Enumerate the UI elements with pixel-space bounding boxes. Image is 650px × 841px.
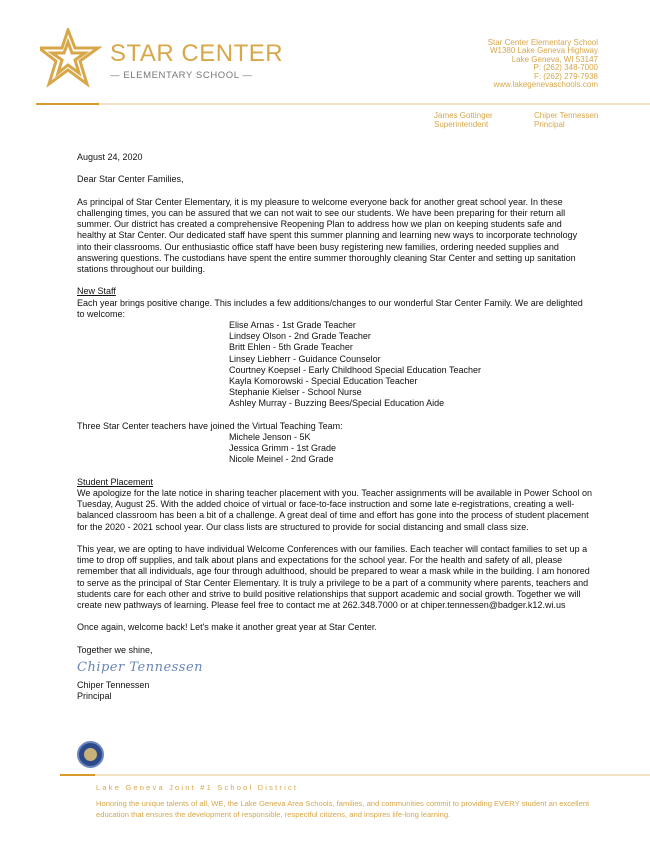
staff-item: Elise Arnas - 1st Grade Teacher — [229, 320, 356, 330]
admin-title: Superintendent — [434, 119, 489, 129]
placement-paragraph: We apologize for the late notice in sharing teacher placement with you. Teacher assignments will be available in Power School on Tuesday, August 25. With the added choice of virtual or face-to-face instruction and some late e-registrations, creating a well-balanced classroom has been a bit of a challenge. A great deal of time and effort has gone into the process of student placement for the 2020 - 2021 school year. Our class lists are structured to provide for social distancing and small class size. — [77, 488, 592, 532]
letter-date: August 24, 2020 — [77, 152, 143, 162]
seal-icon — [77, 741, 104, 768]
star-logo-icon — [40, 28, 102, 88]
virtual-team-intro: Three Star Center teachers have joined the Virtual Teaching Team: — [77, 420, 343, 431]
school-logo — [40, 28, 284, 88]
staff-item: Michele Jenson - 5K — [229, 432, 311, 443]
school-address — [488, 39, 598, 89]
staff-item: Nicole Meinel - 2nd Grade — [229, 454, 334, 465]
logo-subtitle: — ELEMENTARY SCHOOL — — [110, 70, 253, 81]
address-line: W1380 Lake Geneva Highway — [489, 46, 598, 56]
signoff: Together we shine, — [77, 644, 153, 655]
staff-item: Stephanie Kielser - School Nurse — [229, 387, 362, 398]
virtual-staff-list — [77, 432, 592, 466]
placement-heading: Student Placement — [77, 476, 154, 487]
admin-name: Chiper Tennessen — [534, 111, 599, 120]
greeting: Dear Star Center Families, — [77, 174, 184, 185]
address-line: Star Center Elementary School — [487, 38, 598, 47]
staff-item: Ashley Murray - Buzzing Bees/Special Education Aide — [229, 398, 445, 409]
signature: Chiper Tennessen — [77, 660, 204, 676]
admin-title: Principal — [534, 119, 565, 129]
signer-title: Principal — [77, 691, 112, 702]
intro-paragraph: As principal of Star Center Elementary, it is my pleasure to welcome everyone back for another great school year. In these challenging times, you can be assured that we can not wait to see our students. We have been preparing for their return all summer. Our district has created a comprehensive Reopening Plan to address how we plan on keeping students safe and healthy at Star Center. Our dedicated staff have spent this summer planning and learning new ways to incorporate technology into their classrooms. Our enthusiastic office staff have been busy registering new families, ordering needed supplies and answering questions. The custodians have spent the entire summer thoroughly cleaning Star Center and setting up sanitation stations throughout our building. — [77, 196, 578, 274]
new-staff-heading: New Staff — [77, 286, 116, 297]
staff-item: Courtney Koepsel - Early Childhood Special Education Teacher — [229, 364, 481, 375]
new-staff-list — [77, 320, 592, 410]
staff-item: Jessica Grimm - 1st Grade — [229, 443, 337, 454]
website-link[interactable]: www.lakegenevaschools.com — [493, 80, 598, 90]
district-name: Lake Geneva Joint #1 School District — [96, 783, 299, 792]
logo-title: STAR CENTER — [110, 40, 284, 67]
district-motto: Honoring the unique talents of all, WE, the Lake Geneva Area Schools, families, and communities commit to providing EVERY student an excellent education that ensures the development of responsible, respectful citizens, and inspires life-long learning. — [96, 799, 590, 820]
staff-item: Lindsey Olson - 2nd Grade Teacher — [229, 331, 371, 342]
fax: F: (262) 279-7938 — [533, 71, 598, 81]
conferences-paragraph: This year, we are opting to have individual Welcome Conferences with our families. Each teacher will contact families to set up a time to drop off supplies, and talk about plans and expectations for the school year. For the health and safety of all, please remember that all individuals, age four through adulthood, should be prepared to wear a mask while in the building. I am honored to serve as the principal of Star Center Elementary. It is truly a privilege to be a part of a community where parents, teachers and students care for each other and strive to build positive relationships that support academic and social growth. Together we will create new pathways of learning. Please feel free to contact me at 262.348.7000 or at chiper.tennessen@badger.k12.wi.us — [77, 544, 590, 611]
staff-item: Linsey Liebherr - Guidance Counselor — [229, 353, 381, 364]
letter-body — [77, 152, 592, 702]
admin-name: James Gottinger — [434, 111, 493, 120]
principal — [534, 112, 598, 130]
staff-item: Britt Ehlen - 5th Grade Teacher — [229, 342, 353, 353]
signer-name: Chiper Tennessen — [77, 680, 150, 691]
footer-divider — [60, 774, 650, 776]
staff-item: Kayla Komorowski - Special Education Teacher — [229, 376, 418, 387]
address-line: Lake Geneva, WI 53147 — [511, 54, 598, 64]
superintendent — [434, 112, 493, 130]
header-divider — [36, 103, 650, 105]
closing-paragraph: Once again, welcome back! Let's make it another great year at Star Center. — [77, 622, 377, 633]
new-staff-intro: Each year brings positive change. This includes a few additions/changes to our wonderful Star Center Family. We are delighted to welcome: — [77, 297, 583, 319]
phone: P: (262) 348-7000 — [533, 63, 598, 73]
